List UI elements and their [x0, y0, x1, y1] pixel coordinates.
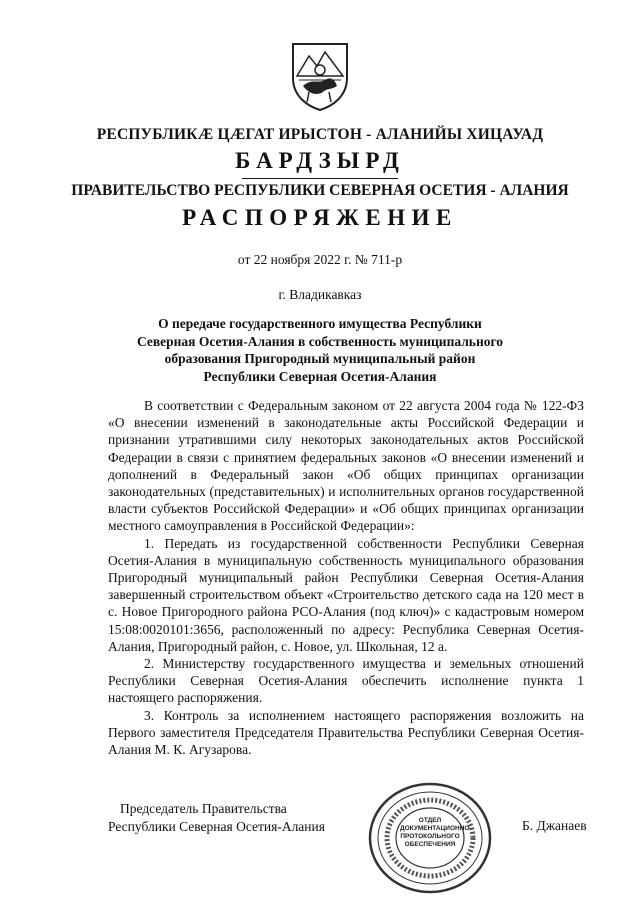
clause-3-paragraph: 3. Контроль за исполнением настоящего распоряжения возложить на Первого заместителя Председателя Правительства Республики Северная Осетия-Алания М. К. Агузарова.	[108, 707, 584, 758]
coat-of-arms-emblem	[287, 40, 353, 112]
title-line: Республики Северная Осетия-Алания	[203, 368, 437, 384]
stamp-text-line: ДОКУМЕНТАЦИОННО-	[400, 825, 472, 832]
stamp-text-line: ОТДЕЛ	[418, 817, 442, 824]
preamble-paragraph: В соответствии с Федеральным законом от 22 августа 2004 года № 122-ФЗ «О внесении изменений в законодательные акты Российской Федерации и признании утратившими силу некоторых законодательных актов Российской Федерации в связи с принятием федеральных законов «О внесении изменений и дополнений в Федеральный закон «Об общих принципах организации законодательных (представительных) и исполнительных органов государственной власти субъектов Российской Федерации» и «Об общих принципах организации местного самоуправления в Российской Федерации»:	[108, 398, 584, 534]
signatory-position-line: Республики Северная Осетия-Алания	[108, 818, 325, 834]
stamp-center-text	[400, 817, 472, 849]
clause-1-paragraph: 1. Передать из государственной собственности Республики Северная Осетия-Алания в муниципальную собственность муниципального образования Пригородный муниципальный район Республики Северная Осетия-Алания завершенный строительством объект «Строительство детского сада на 120 мест в с. Новое Пригородного района РСО-Алания (под ключ)» с кадастровым номером 15:08:0020101:3656, расположенный по адресу: Республика Северная Осетия-Алания, Пригородный район, с. Новое, ул. Школьная, 12 а.	[108, 535, 584, 654]
title-line: Северная Осетия-Алания в собственность муниципального	[136, 333, 504, 349]
clause-2-paragraph: 2. Министерству государственного имущества и земельных отношений Республики Северная Осетия-Алания обеспечить исполнение пункта 1 настоящего распоряжения.	[108, 656, 584, 706]
document-type-heading: РАСПОРЯЖЕНИЕ	[182, 205, 458, 230]
header-russian-government: ПРАВИТЕЛЬСТВО РЕСПУБЛИКИ СЕВЕРНАЯ ОСЕТИЯ - АЛАНИЯ	[71, 182, 569, 199]
header-divider	[242, 178, 398, 179]
signatory-name: Б. Джанаев	[522, 818, 587, 833]
document-body	[108, 397, 584, 758]
title-line: образования Пригородный муниципальный район	[164, 351, 476, 366]
title-line: О передаче государственного имущества Республики	[158, 316, 482, 331]
document-city: г. Владикавказ	[278, 287, 362, 302]
document-date-number: от 22 ноября 2022 г. № 711-р	[237, 252, 403, 267]
stamp-text-line: ОБЕСПЕЧЕНИЯ	[404, 841, 456, 848]
document-title	[120, 315, 520, 385]
signatory-position-line: Председатель Правительства	[120, 801, 287, 816]
header-bardzyrd: БАРДЗЫРД	[235, 148, 405, 173]
stamp-text-line: ПРОТОКОЛЬНОГО	[400, 833, 460, 840]
signatory-position	[108, 800, 358, 835]
header-ossetic-government: РЕСПУБЛИКӔ ЦӔГАТ ИРЫСТОН - АЛАНИЙЫ ХИЦАУАД	[96, 126, 544, 143]
